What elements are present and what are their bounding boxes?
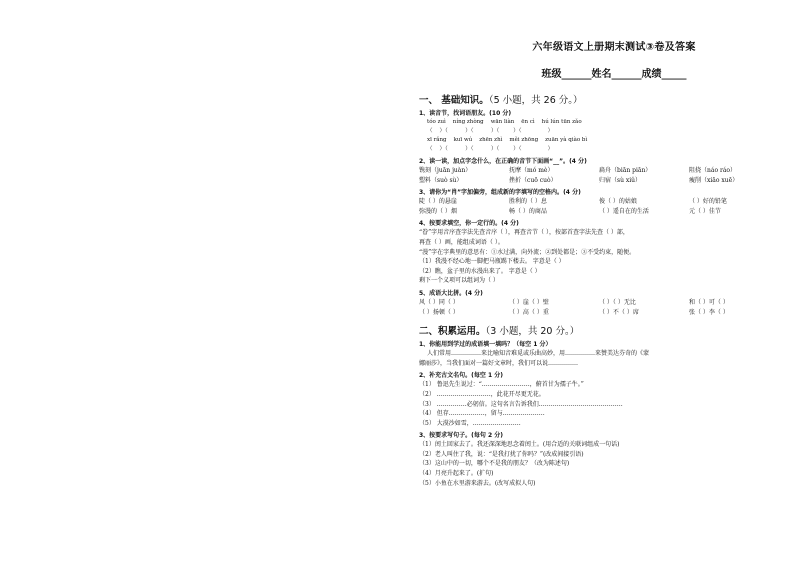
section2-note: （3 小题，共 20 分。） bbox=[485, 326, 580, 338]
s1-q1-label: 1、读音节，找词语朋友。(10 分) bbox=[419, 110, 512, 117]
s1-q1-pinyin-row1: tóo zuì níng zhòng wān liàn ēn cì hú lún tūn zǎo bbox=[427, 119, 582, 125]
section2-heading bbox=[419, 323, 779, 337]
s1-q2-label: 2、读一读，加点字念什么，在正确的音节下面画“__”。(4 分) bbox=[419, 158, 587, 165]
page-title: 六年级语文上册期末测试③卷及答案 bbox=[532, 42, 696, 53]
s1-q4-line: 再查（ ）画，能组成词语（ ）。 bbox=[419, 238, 504, 246]
section1-title: 一、 基础知识。 bbox=[419, 95, 489, 106]
s1-q2-item: 塑料（suò sù） bbox=[419, 176, 463, 184]
s1-q5-row2 bbox=[419, 308, 779, 318]
s1-q5-item: （ ）（ ）无比 bbox=[599, 298, 636, 306]
section1-note: （5 小题，共 26 分。） bbox=[488, 95, 583, 106]
s1-q5-item: 风（ ）同（ ） bbox=[419, 298, 459, 306]
s1-q2-item: 阻挠（náo ráo） bbox=[689, 167, 737, 174]
s1-q5-item: （ ）不（ ）席 bbox=[599, 308, 639, 316]
s1-q4-label: 4、按要求填空，你一定行的。(4 分) bbox=[419, 220, 519, 228]
s2-q1-line: 娜丽莎》，当我们面对一篇好文章时，我们可以说…………… bbox=[419, 359, 579, 367]
s1-q5-item: 和（ ）可（ ） bbox=[689, 298, 729, 306]
s1-q3-label: 3、请你为“肖”字加偏旁，组成新的字填写的空格内。(4 分) bbox=[419, 189, 581, 197]
s2-q1-line: 人们常用……………来比喻知音难觅或乐曲高妙，用……………来赞美达芬奇的《蒙 bbox=[427, 350, 650, 358]
s1-q5-row1 bbox=[419, 298, 779, 308]
s1-q2-row2 bbox=[419, 176, 779, 186]
s1-q5-label: 5、成语大比拼。(4 分) bbox=[419, 289, 483, 297]
s1-q3-item: 元（ ）佳节 bbox=[689, 207, 721, 215]
exam-page bbox=[419, 38, 779, 488]
s1-q3-item: 胜利的（ ）息 bbox=[509, 198, 547, 206]
s1-q5-item: （ ）扬顿（ ） bbox=[419, 308, 459, 316]
s1-q2-item: 瘦削（xiāo xuē） bbox=[689, 176, 739, 184]
s1-q3-item: （ ）好的铅笔 bbox=[689, 198, 727, 206]
s1-q3-row1 bbox=[419, 197, 779, 207]
s1-q2-item: 扁舟（biān piān） bbox=[599, 167, 652, 174]
s1-q1-blanks-row1: （ ）（ ）（ ）（ ）（ ） bbox=[427, 128, 554, 134]
s2-q3-line: （3）这山中的一切，哪个不是我的朋友？（改为陈述句) bbox=[419, 460, 570, 468]
s1-q3-item: 俊（ ）的姑娘 bbox=[599, 198, 637, 206]
student-info-line: 班级______姓名______成绩_____ bbox=[541, 69, 687, 80]
s1-q4-line: “眷”字用音序查字法先查音序（ ），再查音节（ ），按部首查字法先查（ ）部， bbox=[419, 229, 629, 237]
s2-q2-line: （3） ……………必躬信。这句名言告诉我们…………………………………… bbox=[419, 400, 623, 408]
section1-heading bbox=[419, 92, 779, 106]
s2-q2-line: （4） 但存………………，留与………………… bbox=[419, 410, 545, 418]
s1-q3-item: （ ）遥自在的生活 bbox=[599, 207, 649, 215]
s2-q3-line: （2）老人叫住了我，说：“是我打扰了你吗？”(改成间接引语) bbox=[419, 450, 584, 458]
s1-q5-item: （ ）高（ ）重 bbox=[509, 308, 549, 316]
s2-q2-label: 2、补充古文名句。(每空 1 分) bbox=[419, 372, 504, 380]
s1-q4-line: “漫”字在字典里的意思有：①水过满，向外流；②到处都是；③不受约束，随便。 bbox=[419, 248, 636, 256]
s1-q5-item: 张（ ）李（ ） bbox=[689, 308, 729, 316]
s2-q3-label: 3、按要求写句子。(每句 2 分) bbox=[419, 432, 504, 440]
s1-q1-pinyin-row2: xī rǎng kuī wú zhēn zhì měi zhōng zuān yà qiào bì bbox=[427, 137, 588, 143]
section2-title: 二、积累运用。 bbox=[419, 326, 486, 338]
s1-q3-item: 陡（ ）的悬崖 bbox=[419, 198, 457, 206]
s1-q4-line: （2）瞧，盆子里的水漫出来了。 字意是（ ） bbox=[419, 267, 541, 275]
s2-q1-label: 1、你能用到学过的成语填一填吗？（每空 1 分） bbox=[419, 341, 552, 349]
s1-q2-item: 归宿（sù xiǔ） bbox=[599, 176, 642, 184]
s1-q3-row2 bbox=[419, 207, 779, 217]
s1-q3-item: 畅（ ）的商品 bbox=[509, 207, 547, 215]
s1-q4-line: 剩下一个义项可以组词为（ ） bbox=[419, 277, 499, 285]
s1-q2-row1 bbox=[419, 166, 779, 176]
s2-q3-line: （1）闰土回家去了。我还深深地思念着闰土。(用合适的关联词组成一句话) bbox=[419, 441, 620, 449]
s2-q2-line: （2） ………………………，此花开尽更无花。 bbox=[419, 390, 545, 398]
s1-q2-item: 挫折（cuō cuò） bbox=[509, 176, 557, 184]
s1-q3-item: 弥漫的（ ）烟 bbox=[419, 207, 457, 215]
s2-q3-line: （4）月亮升起来了。(扩句) bbox=[419, 470, 494, 478]
s2-q2-line: （1） 鲁迅先生说过：“……………………，俯首甘为孺子牛。” bbox=[419, 381, 584, 389]
s2-q2-line: （5） 大漠沙如雪，…………………… bbox=[419, 419, 521, 427]
s1-q2-item: 抚摩（mó mè） bbox=[509, 167, 554, 174]
s1-q2-item: 镌刻（juān juàn） bbox=[419, 167, 472, 174]
s1-q1-blanks-row2: （ ）（ ）（ ）（ ）（ ） bbox=[427, 146, 554, 152]
s2-q3-line: （5）小鱼在水里游来游去。(改写成拟人句) bbox=[419, 479, 536, 487]
s1-q4-line: （1）我漫不经心地一脚把马瓶踢下楼去。 字意是（ ） bbox=[419, 258, 565, 266]
s1-q5-item: （ ）崖（ ）壁 bbox=[509, 298, 549, 306]
